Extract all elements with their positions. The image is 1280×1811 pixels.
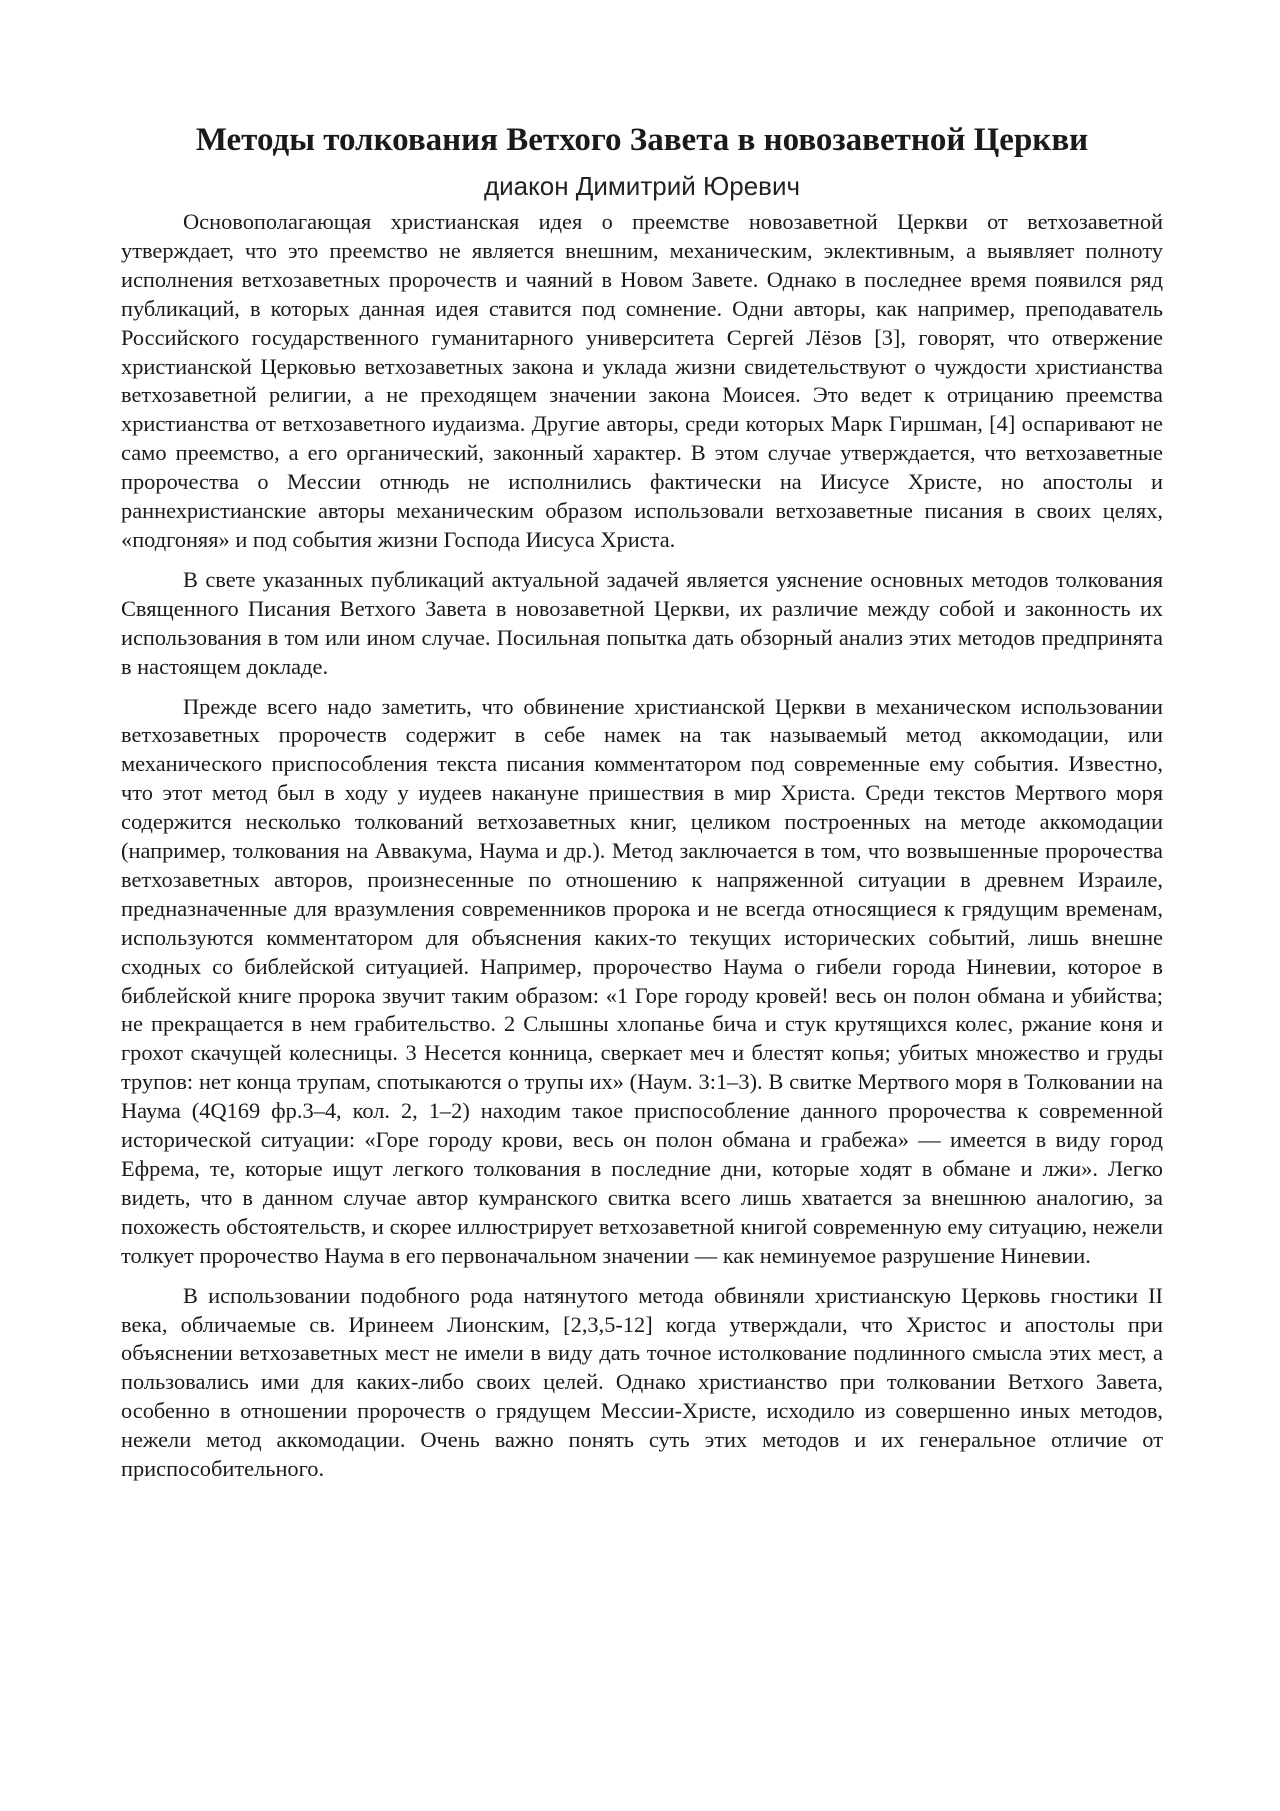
paragraph-4: В использовании подобного рода натянутого метода обвиняли христианскую Церковь гностики II века, обличаемые св. Иринеем Лионским, [2,3,5-12] когда утверждали, что Христос и апостолы при объяснении ветхозаветных мест не имели в виду дать точное истолкование подлинного смысла этих мест, а пользовались ими для каких-либо своих целей. Однако христианство при толковании Ветхого Завета, особенно в отношении пророчеств о грядущем Мессии-Христе, исходило из совершенно иных методов, нежели метод аккомодации. Очень важно понять суть этих методов и их генеральное отличие от приспособительного. xyxy=(121,1282,1163,1482)
paragraph-1: Основополагающая христианская идея о преемстве новозаветной Церкви от ветхозаветной утверждает, что это преемство не является внешним, механическим, эклективным, а выявляет полноту исполнения ветхозаветных пророчеств и чаяний в Новом Завете. Однако в последнее время появился ряд публикаций, в которых данная идея ставится под сомнение. Одни авторы, как например, преподаватель Российского государственного гуманитарного университета Сергей Лёзов [3], говорят, что отвержение христианской Церковью ветхозаветных закона и уклада жизни свидетельствуют о чуждости христианства ветхозаветной религии, а не преходящем значении закона Моисея. Это ведет к отрицанию преемства христианства от ветхозаветного иудаизма. Другие авторы, среди которых Марк Гиршман, [4] оспаривают не само преемство, а его органический, законный характер. В этом случае утверждается, что ветхозаветные пророчества о Мессии отнюдь не исполнились фактически на Иисусе Христе, но апостолы и раннехристианские авторы механическим образом использовали ветхозаветные писания в своих целях, «подгоняя» и под события жизни Господа Иисуса Христа. xyxy=(121,209,1163,552)
paragraph-2: В свете указанных публикаций актуальной задачей является уяснение основных методов толкования Священного Писания Ветхого Завета в новозаветной Церкви, их различие между собой и законность их использования в том или ином случае. Посильная попытка дать обзорный анализ этих методов предпринята в настоящем докладе. xyxy=(121,566,1163,679)
document-author: диакон Димитрий Юревич xyxy=(483,171,801,201)
paragraph-3: Прежде всего надо заметить, что обвинение христианской Церкви в механическом использовании ветхозаветных пророчеств содержит в себе намек на так называемый метод аккомодации, или механического приспособления текста писания комментатором под современные ему события. Известно, что этот метод был в ходу у иудеев накануне пришествия в мир Христа. Среди текстов Мертвого моря содержится несколько толкований ветхозаветных книг, целиком построенных на методе аккомодации (например, толкования на Аввакума, Наума и др.). Метод заключается в том, что возвышенные пророчества ветхозаветных авторов, произнесенные по отношению к напряженной ситуации в древнем Израиле, предназначенные для вразумления современников пророка и не всегда относящиеся к грядущим временам, используются комментатором для объяснения каких-то текущих исторических событий, лишь внешне сходных со библейской ситуацией. Например, пророчество Наума о гибели города Ниневии, которое в библейской книге пророка звучит таким образом: «1 Горе городу кровей! весь он полон обмана и убийства; не прекращается в нем грабительство. 2 Слышны хлопанье бича и стук крутящихся колес, ржание коня и грохот скачущей колесницы. 3 Несется конница, сверкает меч и блестят копья; убитых множество и груды трупов: нет конца трупам, спотыкаются о трупы их» (Наум. 3:1–3). В свитке Мертвого моря в Толковании на Наума (4Q169 фр.3–4, кол. 2, 1–2) находим такое приспособление данного пророчества к современной исторической ситуации: «Горе городу крови, весь он полон обмана и грабежа» — имеется в виду город Ефрема, те, которые ищут легкого толкования в последние дни, которые ходят в обмане и лжи». Легко видеть, что в данном случае автор кумранского свитка всего лишь хватается за внешнюю аналогию, за похожесть обстоятельств, и скорее иллюстрирует ветхозаветной книгой современную ему ситуацию, нежели толкует пророчество Наума в его первоначальном значении — как неминуемое разрушение Ниневии. xyxy=(121,693,1163,1268)
document-title: Методы толкования Ветхого Завета в новозаветной Церкви xyxy=(195,122,1089,158)
document-page xyxy=(121,118,1163,1495)
